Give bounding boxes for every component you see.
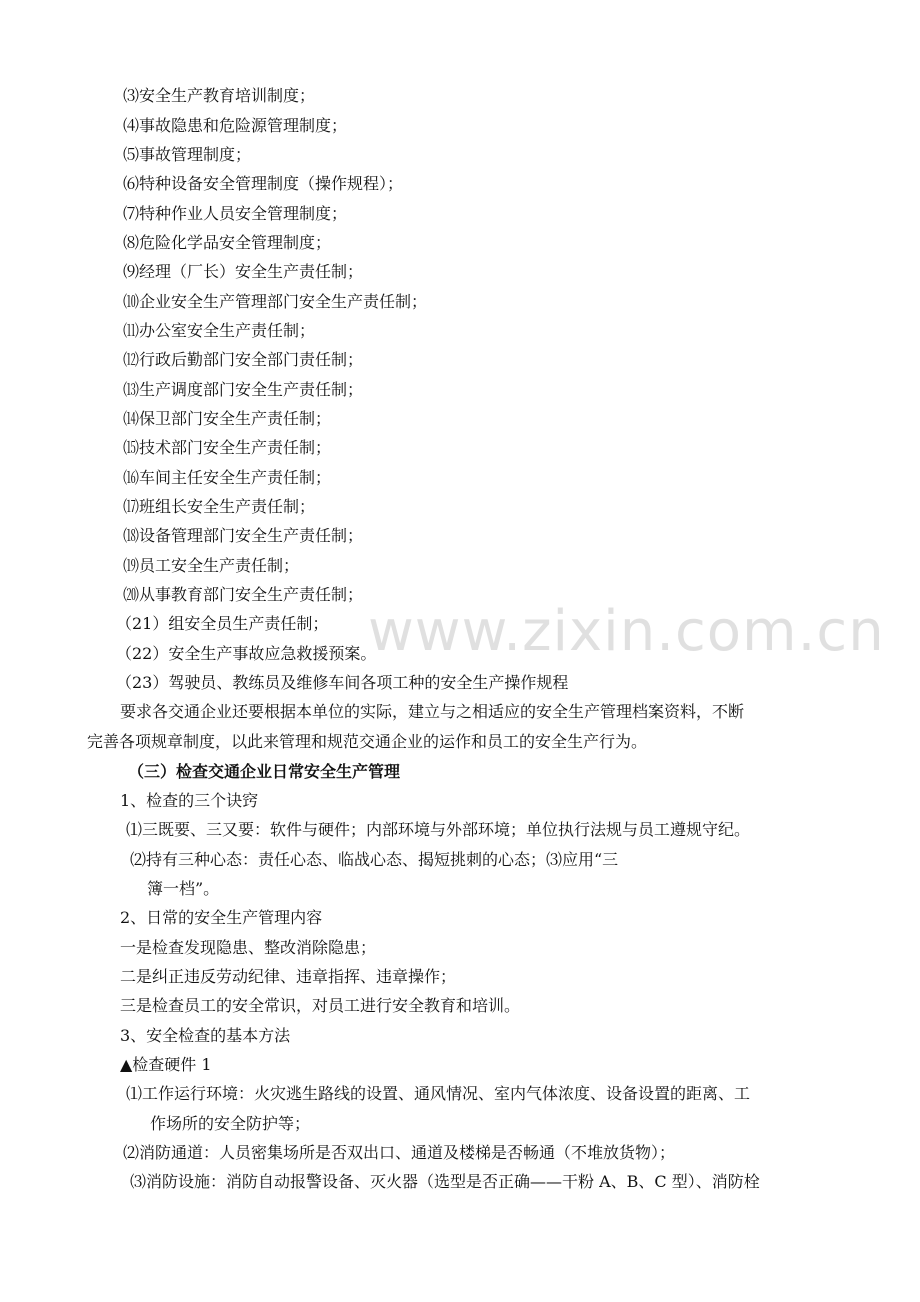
list-item: ⑷事故隐患和危险源管理制度； xyxy=(123,116,348,135)
list-item-continuation: 簿一档”。 xyxy=(147,879,220,898)
list-item: ⑼经理（厂长）安全生产责任制； xyxy=(123,262,364,281)
list-item: ⑾办公室安全生产责任制； xyxy=(123,321,316,340)
list-item-continuation: 作场所的安全防护等； xyxy=(150,1114,311,1133)
list-item: ⑶安全生产教育培训制度； xyxy=(123,86,316,105)
list-item: （21）组安全员生产责任制； xyxy=(116,614,329,633)
list-item: 三是检查员工的安全常识，对员工进行安全教育和培训。 xyxy=(120,996,521,1015)
list-item: ⑺特种作业人员安全管理制度； xyxy=(123,204,348,223)
watermark: www.zixin.com.cn xyxy=(368,599,885,664)
list-item: ⒃车间主任安全生产责任制； xyxy=(123,468,332,487)
list-item: ⑵消防通道：人员密集场所是否双出口、通道及楼梯是否畅通（不堆放货物）； xyxy=(123,1143,676,1162)
list-item: 二是纠正违反劳动纪律、违章指挥、违章操作； xyxy=(120,967,457,986)
list-item: ⑻危险化学品安全管理制度； xyxy=(123,233,332,252)
subsection-title: 2、日常的安全生产管理内容 xyxy=(120,908,323,927)
list-item: ⑽企业安全生产管理部门安全生产责任制； xyxy=(123,292,428,311)
list-item: ⒂技术部门安全生产责任制； xyxy=(123,438,332,457)
hardware-heading: ▲检查硬件 1 xyxy=(120,1055,212,1074)
subsection-title: 3、安全检查的基本方法 xyxy=(120,1026,291,1045)
list-item: 一是检查发现隐患、整改消除隐患； xyxy=(120,938,377,957)
list-item: ⒆员工安全生产责任制； xyxy=(123,556,300,575)
list-item: ⒅设备管理部门安全生产责任制； xyxy=(123,526,364,545)
list-item: ⑶消防设施：消防自动报警设备、灭火器（选型是否正确——干粉 A、B、C 型）、消防栓 xyxy=(130,1172,760,1191)
list-item: ⒀生产调度部门安全生产责任制； xyxy=(123,380,364,399)
list-item: ⑸事故管理制度； xyxy=(123,145,252,164)
list-item: ⑴工作运行环境：火灾逃生路线的设置、通风情况、室内气体浓度、设备设置的距离、工 xyxy=(126,1084,751,1103)
paragraph-line: 完善各项规章制度，以此来管理和规范交通企业的运作和员工的安全生产行为。 xyxy=(87,732,648,751)
list-item: ⑿行政后勤部门安全部门责任制； xyxy=(123,350,364,369)
list-item: ⒇从事教育部门安全生产责任制； xyxy=(123,585,364,604)
list-item: ⒄班组长安全生产责任制； xyxy=(123,497,316,516)
list-item: ⑵持有三种心态：责任心态、临战心态、揭短挑刺的心态；⑶应用“三 xyxy=(130,850,619,869)
subsection-title: 1、检查的三个诀窍 xyxy=(120,791,259,810)
paragraph-line: 要求各交通企业还要根据本单位的实际，建立与之相适应的安全生产管理档案资料，不断 xyxy=(120,702,745,721)
section-heading: （三）检查交通企业日常安全生产管理 xyxy=(128,762,401,781)
list-item: （22）安全生产事故应急救援预案。 xyxy=(116,644,377,663)
list-item: ⑴三既要、三又要：软件与硬件；内部环境与外部环境；单位执行法规与员工遵规守纪。 xyxy=(126,820,751,839)
list-item: （23）驾驶员、教练员及维修车间各项工种的安全生产操作规程 xyxy=(116,673,569,692)
list-item: ⑹特种设备安全管理制度（操作规程）； xyxy=(123,174,404,193)
list-item: ⒁保卫部门安全生产责任制； xyxy=(123,409,332,428)
